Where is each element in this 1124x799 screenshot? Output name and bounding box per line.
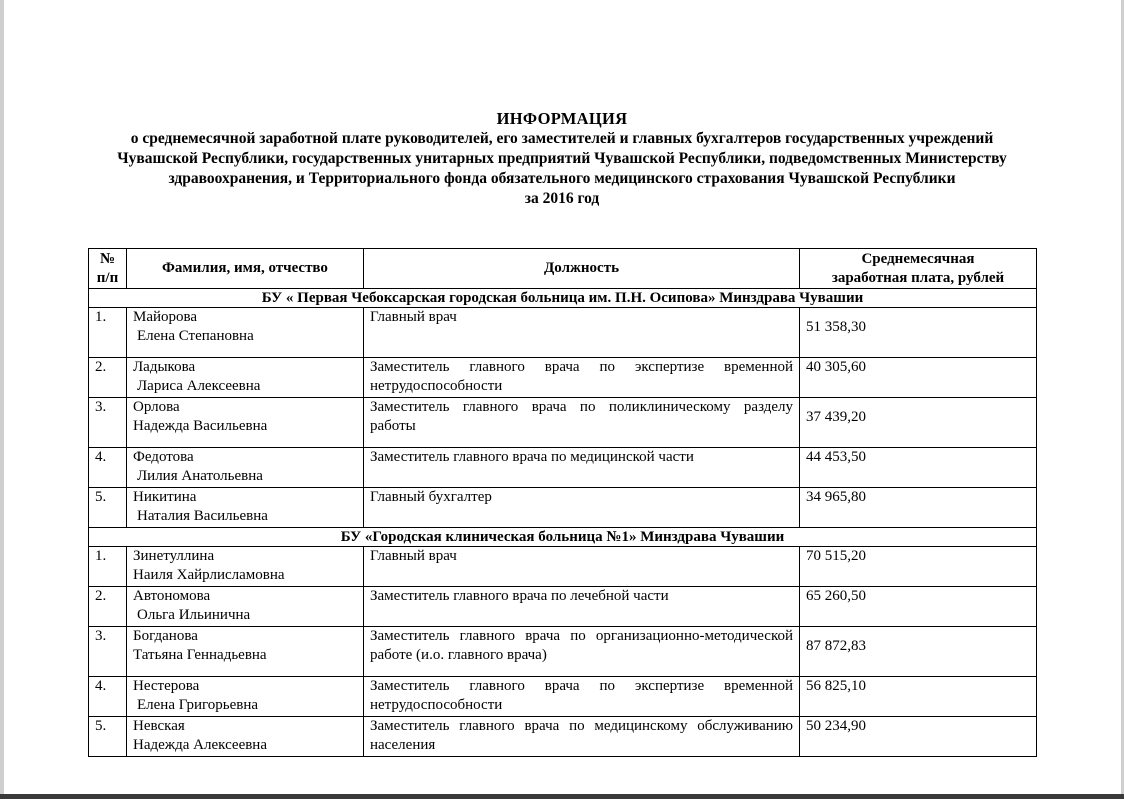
- row-num: 2.: [89, 587, 127, 627]
- row-name: Ладыкова Лариса Алексеевна: [127, 358, 364, 398]
- row-name: Майорова Елена Степановна: [127, 308, 364, 358]
- row-position: Заместитель главного врача по экспертизе временной нетрудоспособности: [364, 677, 800, 717]
- row-name: Зинетуллина Наиля Хайрлисламовна: [127, 547, 364, 587]
- row-num: 4.: [89, 448, 127, 488]
- row-num: 2.: [89, 358, 127, 398]
- org-name: БУ « Первая Чебоксарская городская больница им. П.Н. Осипова» Минздрава Чувашии: [89, 289, 1037, 308]
- viewer-frame-left: [0, 0, 4, 799]
- row-name: Никитина Наталия Васильевна: [127, 488, 364, 528]
- table-row: [89, 677, 1037, 717]
- table-header-row: [89, 249, 1037, 289]
- row-position: Заместитель главного врача по организационно-методической работе (и.о. главного врача): [364, 627, 800, 677]
- row-salary: 87 872,83: [800, 627, 1037, 677]
- row-position: Главный бухгалтер: [364, 488, 800, 528]
- row-num: 5.: [89, 717, 127, 757]
- row-salary: 51 358,30: [800, 308, 1037, 358]
- row-salary: 56 825,10: [800, 677, 1037, 717]
- table-row: [89, 398, 1037, 448]
- row-num: 5.: [89, 488, 127, 528]
- row-position: Заместитель главного врача по медицинской части: [364, 448, 800, 488]
- row-salary: 50 234,90: [800, 717, 1037, 757]
- table-row: [89, 627, 1037, 677]
- table-row: [89, 308, 1037, 358]
- row-num: 4.: [89, 677, 127, 717]
- document-title: ИНФОРМАЦИЯ: [496, 109, 628, 128]
- table-row: [89, 358, 1037, 398]
- row-position: Главный врач: [364, 308, 800, 358]
- header-position: Должность: [364, 249, 800, 289]
- org-name: БУ «Городская клиническая больница №1» Минздрава Чувашии: [89, 528, 1037, 547]
- viewer-bottom-bar: [0, 794, 1124, 799]
- table-row: [89, 547, 1037, 587]
- row-position: Заместитель главного врача по экспертизе временной нетрудоспособности: [364, 358, 800, 398]
- row-name: Нестерова Елена Григорьевна: [127, 677, 364, 717]
- row-position: Главный врач: [364, 547, 800, 587]
- heading-line-1: о среднемесячной заработной плате руководителей, его заместителей и главных бухгалтеров государственных учреждений: [130, 130, 994, 147]
- table-row: [89, 587, 1037, 627]
- row-salary: 40 305,60: [800, 358, 1037, 398]
- row-salary: 37 439,20: [800, 398, 1037, 448]
- row-salary: 34 965,80: [800, 488, 1037, 528]
- row-name: Орлова Надежда Васильевна: [127, 398, 364, 448]
- table-row: [89, 488, 1037, 528]
- table-row: [89, 448, 1037, 488]
- heading-line-3: здравоохранения, и Территориального фонда обязательного медицинского страхования Чувашской Республики: [168, 170, 956, 187]
- row-salary: 65 260,50: [800, 587, 1037, 627]
- header-num: № п/п: [89, 249, 127, 289]
- row-num: 3.: [89, 398, 127, 448]
- row-name: Автономова Ольга Ильинична: [127, 587, 364, 627]
- row-salary: 70 515,20: [800, 547, 1037, 587]
- row-num: 3.: [89, 627, 127, 677]
- row-name: Невская Надежда Алексеевна: [127, 717, 364, 757]
- header-salary: Среднемесячная заработная плата, рублей: [800, 249, 1037, 289]
- row-name: Богданова Татьяна Геннадьевна: [127, 627, 364, 677]
- row-num: 1.: [89, 547, 127, 587]
- header-name: Фамилия, имя, отчество: [127, 249, 364, 289]
- table-row: [89, 717, 1037, 757]
- row-position: Заместитель главного врача по лечебной части: [364, 587, 800, 627]
- heading-line-2: Чувашской Республики, государственных унитарных предприятий Чувашской Республики, подведомственных Министерству: [117, 150, 1007, 167]
- row-num: 1.: [89, 308, 127, 358]
- salary-table: [88, 248, 1037, 757]
- row-salary: 44 453,50: [800, 448, 1037, 488]
- row-position: Заместитель главного врача по медицинскому обслуживанию населения: [364, 717, 800, 757]
- document-heading: [40, 109, 1084, 209]
- row-position: Заместитель главного врача по поликлиническому разделу работы: [364, 398, 800, 448]
- heading-line-4: за 2016 год: [524, 190, 600, 207]
- org-row: [89, 289, 1037, 308]
- org-row: [89, 528, 1037, 547]
- row-name: Федотова Лилия Анатольевна: [127, 448, 364, 488]
